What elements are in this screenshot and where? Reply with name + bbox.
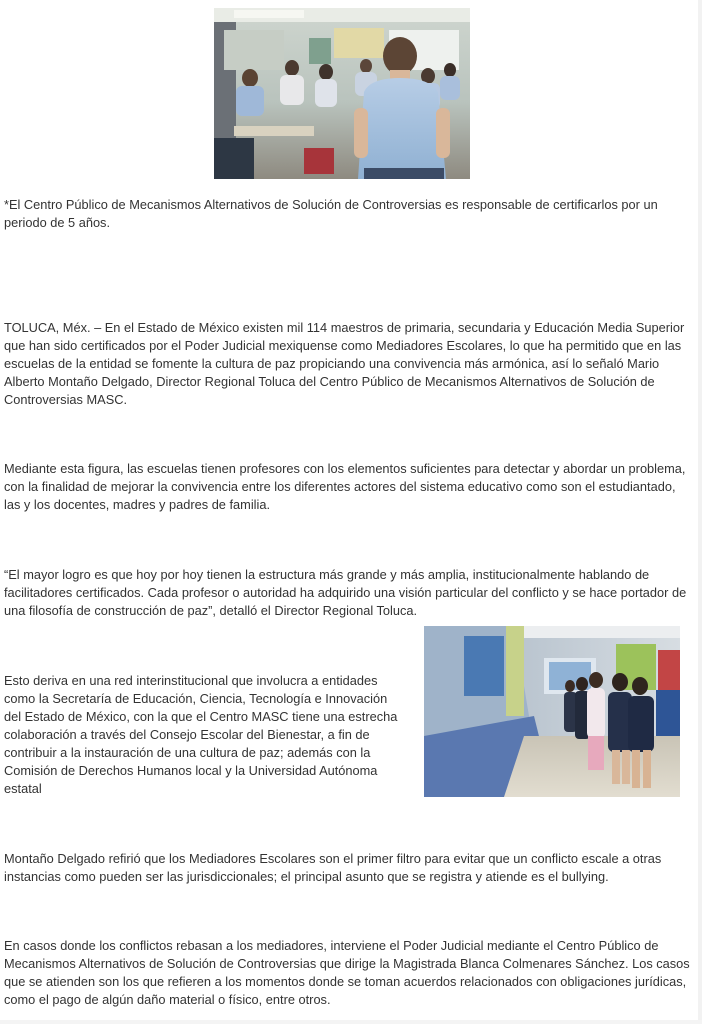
- hallway-photo: [424, 626, 680, 797]
- article-paragraph-5: Montaño Delgado refirió que los Mediadores Escolares son el primer filtro para evitar que un conflicto escale a otras instancias como pueden ser las jurisdiccionales; el principal asunto que se registra y atiende es el bullying.: [4, 851, 662, 884]
- page-bottom-border: [0, 1020, 702, 1024]
- image-caption: *El Centro Público de Mecanismos Alternativos de Solución de Controversias es responsable de certificarlos por un periodo de 5 años.: [4, 197, 658, 230]
- article-paragraph-2: Mediante esta figura, las escuelas tienen profesores con los elementos suficientes para detectar y abordar un problema, con la finalidad de mejorar la convivencia entre los diferentes actores del sistema educativo como son el estudiantado, las y los docentes, madres y padres de familia.: [4, 461, 686, 512]
- article-paragraph-3: “El mayor logro es que hoy por hoy tienen la estructura más grande y más amplia, institucionalmente hablando de facilitadores certificados. Cada profesor o autoridad ha adquirido una visión particular del conflicto y se hace portador de una filosofía de construcción de paz”, detalló el Director Regional Toluca.: [4, 567, 687, 618]
- article-paragraph-6: En casos donde los conflictos rebasan a los mediadores, interviene el Poder Judicial mediante el Centro Público de Mecanismos Alternativos de Solución de Controversias que dirige la Magistrada Blanca Colmenares Sánchez. Los casos que se atienden son los que refieren a los momentos donde se toman acuerdos relacionados con obligaciones jurídicas, como el pago de algún daño material o físico, entre otros.: [4, 938, 690, 1007]
- classroom-photo: [214, 8, 470, 179]
- article-paragraph-4: Esto deriva en una red interinstitucional que involucra a entidades como la Secretaría de Educación, Ciencia, Tecnología e Innovación del Estado de México, con la que el Centro MASC tiene una estrecha colaboración a través del Consejo Escolar del Bienestar, a fin de contribuir a la instauración de una cultura de paz; además con la Comisión de Derechos Humanos local y la Universidad Autónoma estatal: [4, 673, 398, 796]
- article-paragraph-1: TOLUCA, Méx. – En el Estado de México existen mil 114 maestros de primaria, secundaria y Educación Media Superior que han sido certificados por el Poder Judicial mexiquense como Mediadores Escolares, lo que ha permitido que en las escuelas de la entidad se fomente la cultura de paz propiciando una convivencia más armónica, así lo señaló Mario Alberto Montaño Delgado, Director Regional Toluca del Centro Público de Mecanismos Alternativos de Solución de Controversias MASC.: [4, 320, 685, 407]
- page-right-border: [698, 0, 702, 1024]
